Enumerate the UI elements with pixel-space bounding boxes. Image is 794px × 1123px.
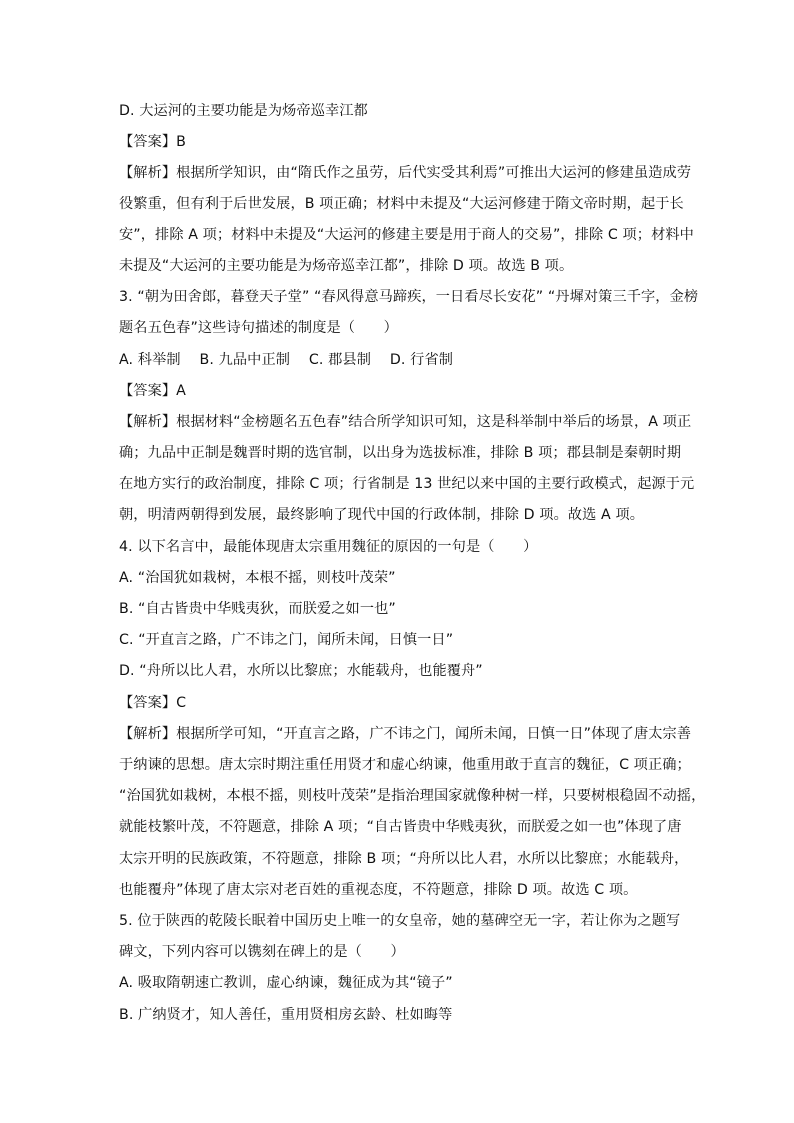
answer-line: 【答案】A [119,383,186,399]
option-line: A. “治国犹如栽树，本根不摇，则枝叶茂荣” [119,570,396,586]
option-line: B. “自古皆贵中华贱夷狄，而朕爱之如一也” [119,601,396,617]
question-line: 题名五色春”这些诗句描述的制度是（ ） [119,320,398,336]
analysis-line: 未提及“大运河的主要功能是为炀帝巡幸江都”，排除 D 项。故选 B 项。 [119,258,574,274]
analysis-line: 就能枝繁叶茂，不符题意，排除 A 项；“自古皆贵中华贱夷狄，而朕爱之如一也”体现了唐 [119,819,682,835]
option-line: B. 广纳贤才，知人善任，重用贤相房玄龄、杜如晦等 [119,1007,453,1023]
analysis-line: 安”，排除 A 项；材料中未提及“大运河的修建主要是用于商人的交易”，排除 C 项；材料中 [119,227,694,243]
question-line: 5. 位于陕西的乾陵长眠着中国历史上唯一的女皇帝，她的墓碑空无一字，若让你为之题写 [119,913,681,929]
analysis-line: 在地方实行的政治制度，排除 C 项；行省制是 13 世纪以来中国的主要行政模式，起源于元 [119,476,695,492]
question-line: 碑文，下列内容可以镌刻在碑上的是（ ） [119,944,405,960]
answer-line: 【答案】B [119,134,186,150]
option-line: D. “舟所以比人君，水所以比黎庶；水能载舟，也能覆舟” [119,663,483,679]
analysis-line: 【解析】根据所学知识，由“隋氏作之虽劳，后代实受其利焉”可推出大运河的修建虽造成劳 [119,165,692,181]
option-d-line: D. 大运河的主要功能是为炀帝巡幸江都 [119,103,368,119]
options-line: A. 科举制 B. 九品中正制 C. 郡县制 D. 行省制 [119,352,454,368]
analysis-line: 太宗开明的民族政策，不符题意，排除 B 项；“舟所以比人君，水所以比黎庶；水能载舟， [119,851,689,867]
analysis-line: 役繁重，但有利于后世发展，B 项正确；材料中未提及“大运河修建于隋文帝时期，起于长 [119,196,684,212]
question-line: 3. “朝为田舍郎，暮登天子堂” “春风得意马蹄疾，一日看尽长安花” “丹墀对策三千字，金榜 [119,289,699,305]
analysis-line: 【解析】根据所学可知，“开直言之路，广不讳之门，闻所未闻，日慎一日”体现了唐太宗善 [119,726,692,742]
answer-line: 【答案】C [119,695,187,711]
analysis-line: 确；九品中正制是魏晋时期的选官制，以出身为选拔标准，排除 B 项；郡县制是秦朝时期 [119,445,681,461]
analysis-line: 也能覆舟”体现了唐太宗对老百姓的重视态度，不符题意，排除 D 项。故选 C 项。 [119,882,638,898]
analysis-line: 【解析】根据材料“金榜题名五色春”结合所学知识可知，这是科举制中举后的场景，A 项正 [119,414,692,430]
analysis-line: 朝，明清两朝得到发展，最终影响了现代中国的行政体制，排除 D 项。故选 A 项。 [119,507,645,523]
option-line: A. 吸取隋朝速亡教训，虚心纳谏，魏征成为其“镜子” [119,975,453,991]
analysis-line: 于纳谏的思想。唐太宗时期注重任用贤才和虚心纳谏，他重用敢于直言的魏征，C 项正确； [119,757,691,773]
option-line: C. “开直言之路，广不讳之门，闻所未闻，日慎一日” [119,632,454,648]
question-line: 4. 以下名言中，最能体现唐太宗重用魏征的原因的一句是（ ） [119,539,538,555]
analysis-line: “治国犹如栽树，本根不摇，则枝叶茂荣”是指治理国家就像种树一样，只要树根稳固不动摇， [119,788,706,804]
